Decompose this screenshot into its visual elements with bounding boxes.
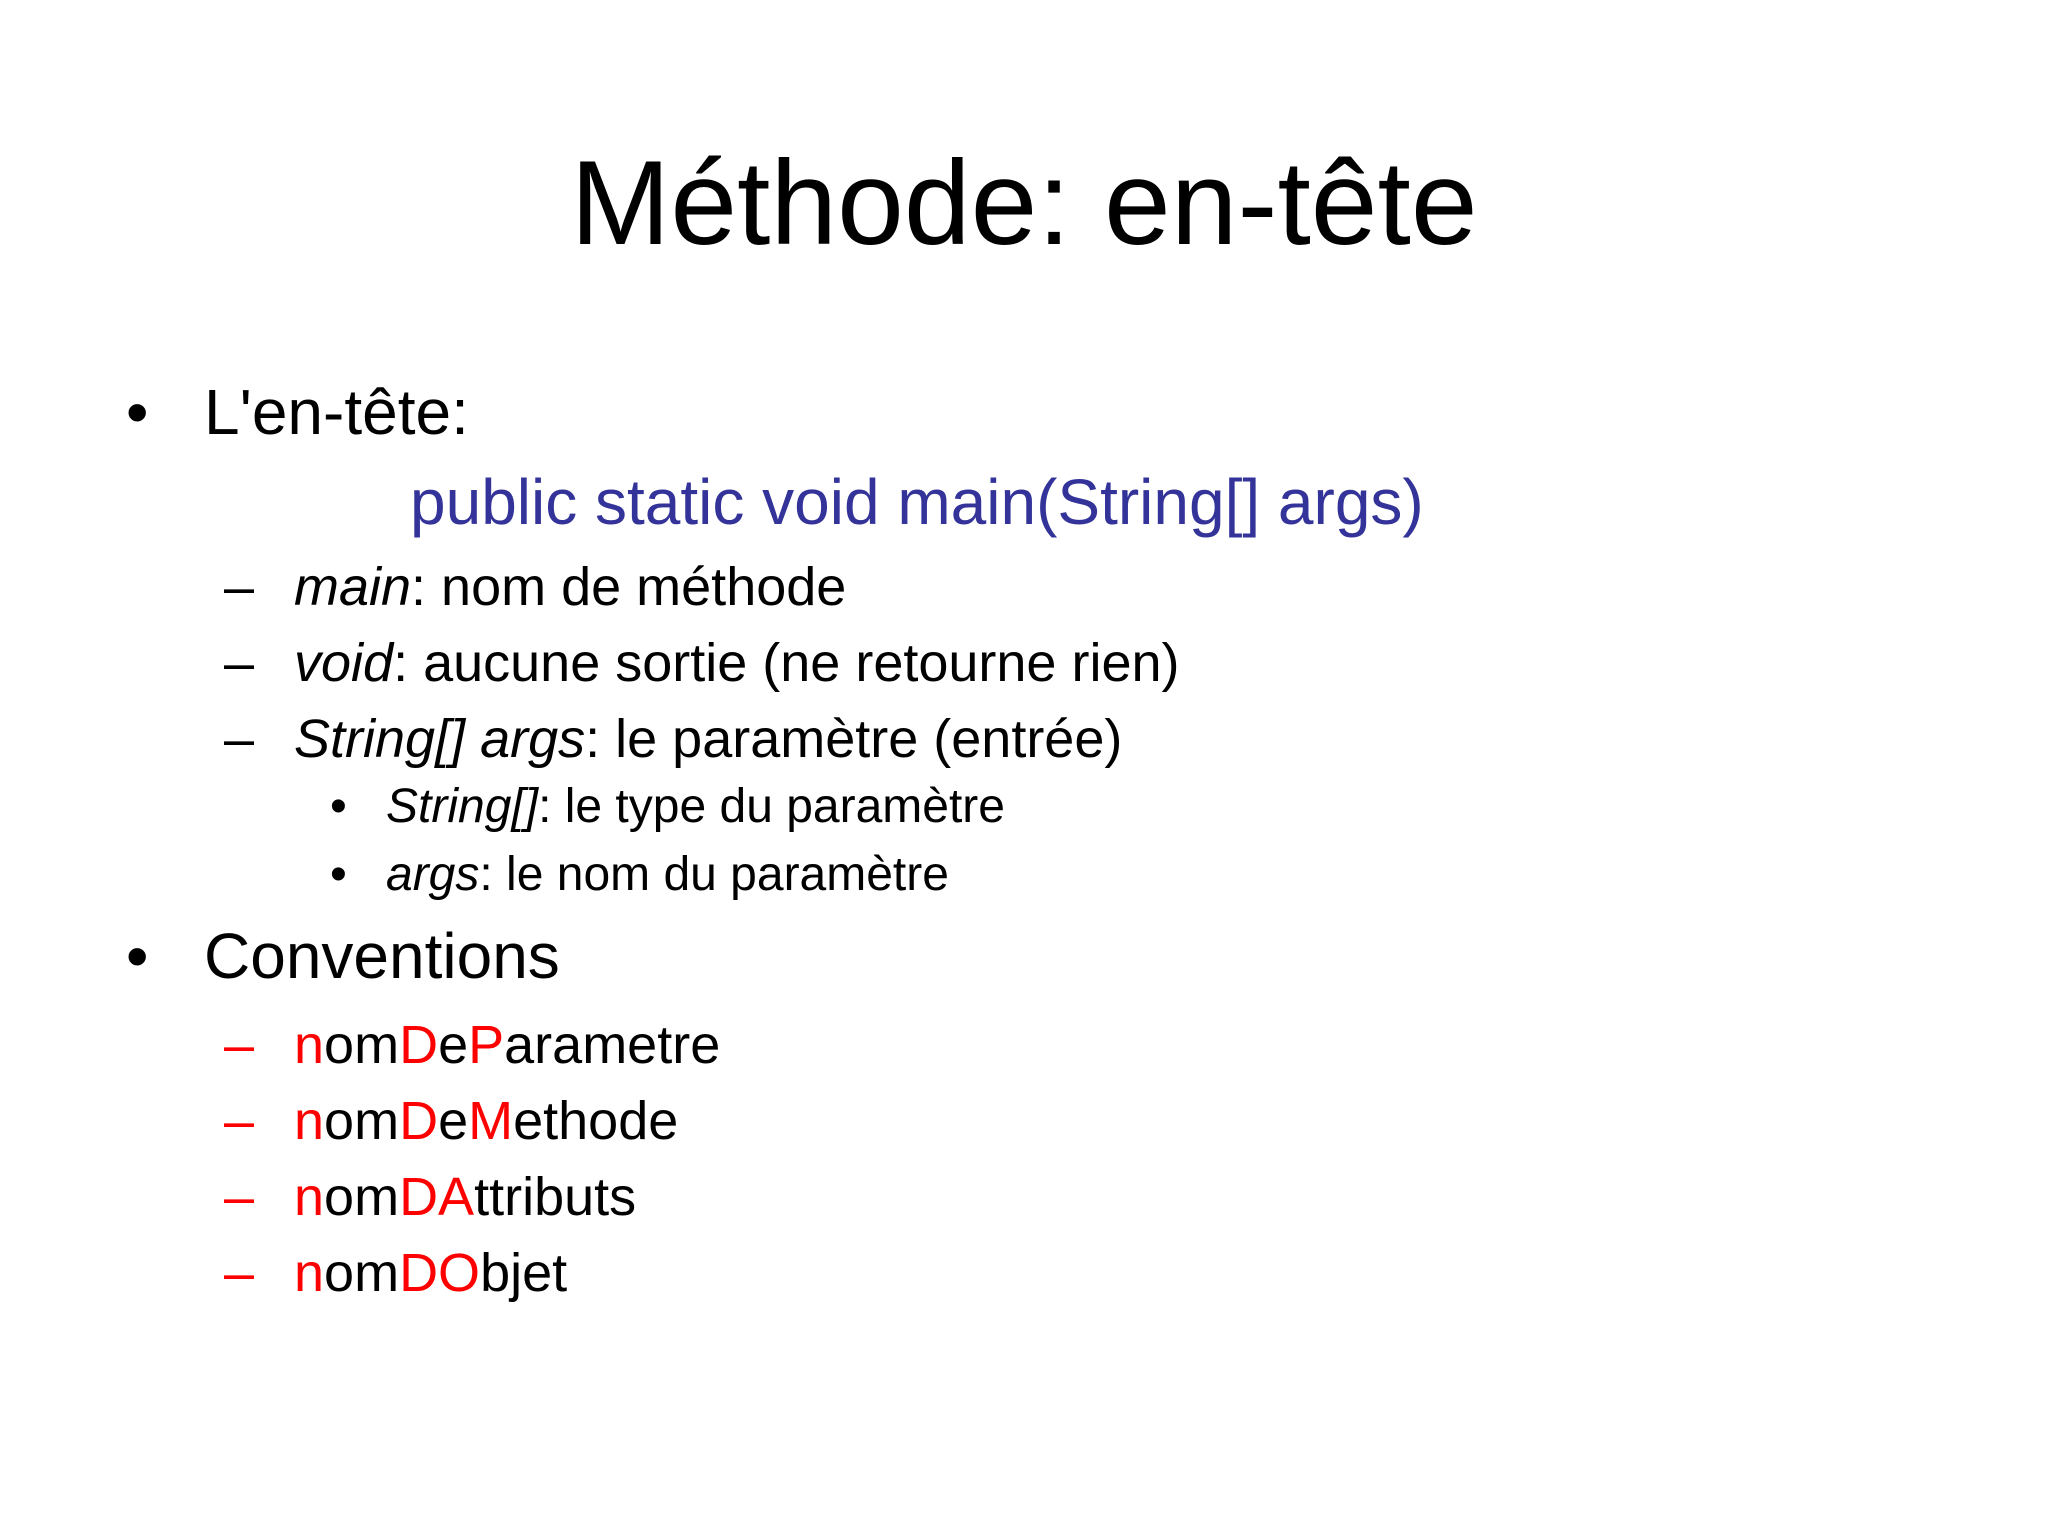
highlight: n — [294, 1091, 325, 1151]
entete-item-text — [294, 706, 1122, 772]
description: : le paramètre (entrée) — [585, 709, 1123, 769]
plain: om — [324, 1015, 400, 1075]
convention-text — [294, 1088, 678, 1154]
highlight: M — [468, 1091, 514, 1151]
bullet-icon: • — [330, 848, 347, 901]
highlight: n — [294, 1243, 325, 1303]
highlight: n — [294, 1015, 325, 1075]
dash-icon: – — [224, 557, 255, 617]
plain: arametre — [504, 1015, 721, 1075]
plain: ttributs — [474, 1167, 637, 1227]
plain: e — [438, 1091, 469, 1151]
dash-icon: – — [224, 1091, 255, 1151]
bullet-icon: • — [126, 376, 149, 448]
bullet-icon: • — [330, 780, 347, 833]
highlight: DO — [399, 1243, 481, 1303]
subitem-text — [386, 778, 1005, 836]
description: : le nom du paramètre — [479, 848, 949, 901]
description: : aucune sortie (ne retourne rien) — [393, 633, 1180, 693]
method-signature: public static void main(String[] args) — [410, 466, 1424, 538]
term: void — [294, 633, 394, 693]
highlight: D — [399, 1091, 439, 1151]
conventions-label: Conventions — [204, 920, 560, 992]
description: : le type du paramètre — [538, 780, 1005, 833]
dash-icon: – — [224, 1167, 255, 1227]
plain: ethode — [513, 1091, 679, 1151]
convention-text — [294, 1240, 567, 1306]
convention-text — [294, 1164, 636, 1230]
term: String[] — [386, 780, 539, 833]
dash-icon: – — [224, 1015, 255, 1075]
dash-icon: – — [224, 633, 255, 693]
plain: om — [324, 1167, 400, 1227]
highlight: D — [399, 1015, 439, 1075]
dash-icon: – — [224, 1243, 255, 1303]
highlight: n — [294, 1167, 325, 1227]
description: : nom de méthode — [411, 557, 847, 617]
entete-item-text — [294, 554, 846, 620]
slide-title: Méthode: en-tête — [570, 136, 1478, 270]
bullet-icon: • — [126, 920, 149, 992]
plain: om — [324, 1091, 400, 1151]
entete-item-text — [294, 630, 1180, 696]
term: String[] args — [294, 709, 586, 769]
convention-text — [294, 1012, 720, 1078]
term: main — [294, 557, 412, 617]
plain: e — [438, 1015, 469, 1075]
entete-label: L'en-tête: — [204, 376, 469, 448]
highlight: DA — [399, 1167, 475, 1227]
dash-icon: – — [224, 709, 255, 769]
term: args — [386, 848, 480, 901]
plain: bjet — [480, 1243, 568, 1303]
plain: om — [324, 1243, 400, 1303]
subitem-text — [386, 846, 949, 904]
highlight: P — [468, 1015, 505, 1075]
